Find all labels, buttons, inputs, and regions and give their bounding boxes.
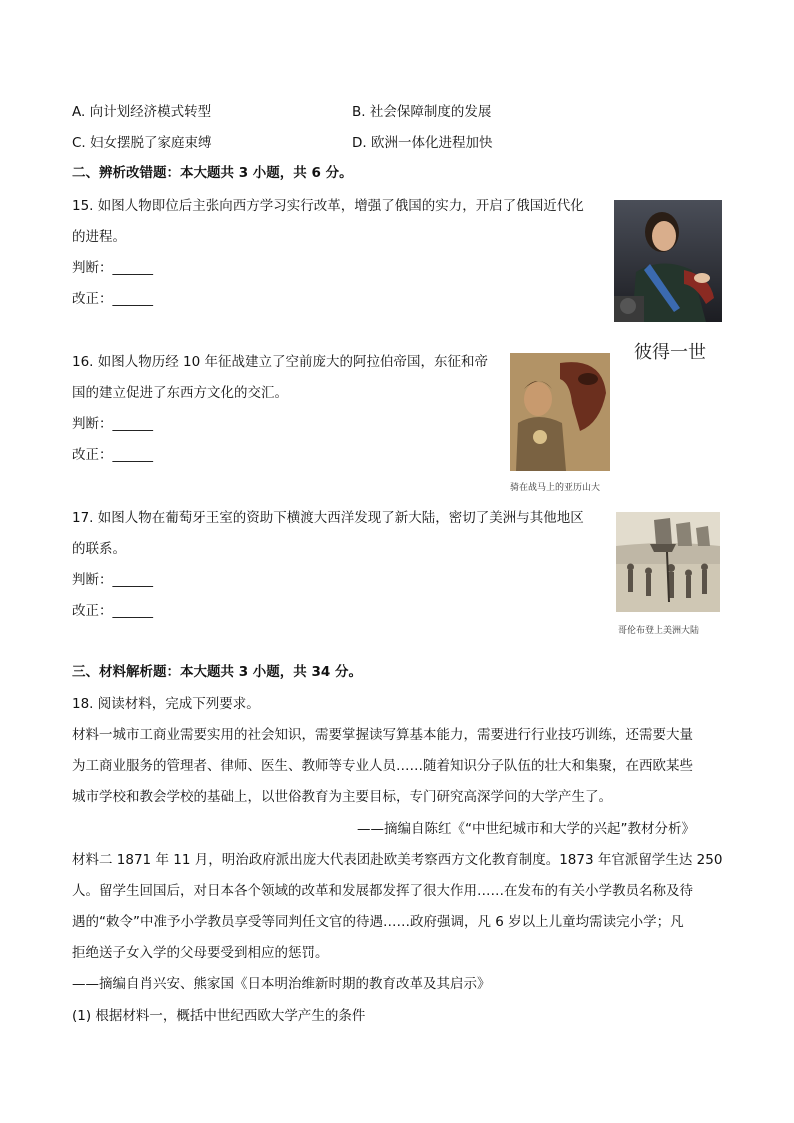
option-b: B. 社会保障制度的发展 xyxy=(352,104,492,120)
q18-material1-source: ——摘编自陈红《“中世纪城市和大学的兴起”教材分析》 xyxy=(357,821,695,837)
q18-question1: (1) 根据材料一，概括中世纪西欧大学产生的条件 xyxy=(72,1008,366,1024)
q15-line1: 15. 如图人物即位后主张向西方学习实行改革，增强了俄国的实力，开启了俄国近代化 xyxy=(72,198,584,214)
peter-the-great-portrait xyxy=(614,200,722,322)
q18-material1-line3: 城市学校和教会学校的基础上，以世俗教育为主要目标，专门研究高深学问的大学产生了。 xyxy=(72,789,612,805)
q17-figure-caption: 哥伦布登上美洲大陆 xyxy=(618,626,700,636)
q16-line1: 16. 如图人物历经 10 年征战建立了空前庞大的阿拉伯帝国，东征和帝 xyxy=(72,354,489,370)
option-d: D. 欧洲一体化进程加快 xyxy=(352,135,493,151)
q17-correct: 改正：______ xyxy=(72,603,153,619)
option-c: C. 妇女摆脱了家庭束缚 xyxy=(72,135,212,151)
q16-line2: 国的建立促进了东西方文化的交汇。 xyxy=(72,385,288,401)
q18-material2-line4: 拒绝送子女入学的父母要受到相应的惩罚。 xyxy=(72,945,329,961)
q18-intro: 18. 阅读材料，完成下列要求。 xyxy=(72,696,260,712)
option-a: A. 向计划经济模式转型 xyxy=(72,104,212,120)
q17-line1: 17. 如图人物在葡萄牙王室的资助下横渡大西洋发现了新大陆，密切了美洲与其他地区 xyxy=(72,510,584,526)
columbus-landing-engraving xyxy=(616,512,720,612)
q18-material2-line2: 人。留学生回国后，对日本各个领域的改革和发展都发挥了很大作用……在发布的有关小学教员名称及待 xyxy=(72,883,693,899)
q15-correct: 改正：______ xyxy=(72,291,153,307)
q18-material1-line1: 材料一城市工商业需要实用的社会知识，需要掌握读写算基本能力，需要进行行业技巧训练，还需要大量 xyxy=(72,727,693,743)
q16-figure-caption: 骑在战马上的亚历山大 xyxy=(510,483,601,493)
section3-heading: 三、材料解析题：本大题共 3 小题，共 34 分。 xyxy=(72,664,362,680)
q17-line2: 的联系。 xyxy=(72,541,126,557)
alexander-mosaic-image xyxy=(510,353,610,471)
q18-material1-line2: 为工商业服务的管理者、律师、医生、教师等专业人员……随着知识分子队伍的壮大和集聚，在西欧某些 xyxy=(72,758,693,774)
q16-judge: 判断：______ xyxy=(72,416,153,432)
q17-judge: 判断：______ xyxy=(72,572,153,588)
q18-material2-line3: 遇的“敕令”中准予小学教员享受等同判任文官的待遇……政府强调，凡 6 岁以上儿童均需读完小学；凡 xyxy=(72,914,684,930)
q15-judge: 判断：______ xyxy=(72,260,153,276)
section2-heading: 二、辨析改错题：本大题共 3 小题，共 6 分。 xyxy=(72,165,353,181)
q15-figure-caption: 彼得一世 xyxy=(634,342,706,363)
q18-material2-source: ——摘编自肖兴安、熊家国《日本明治维新时期的教育改革及其启示》 xyxy=(72,976,491,992)
q18-material2-line1: 材料二 1871 年 11 月，明治政府派出庞大代表团赴欧美考察西方文化教育制度。1873 年官派留学生达 250 xyxy=(72,852,723,868)
q15-line2: 的进程。 xyxy=(72,229,126,245)
q16-correct: 改正：______ xyxy=(72,447,153,463)
